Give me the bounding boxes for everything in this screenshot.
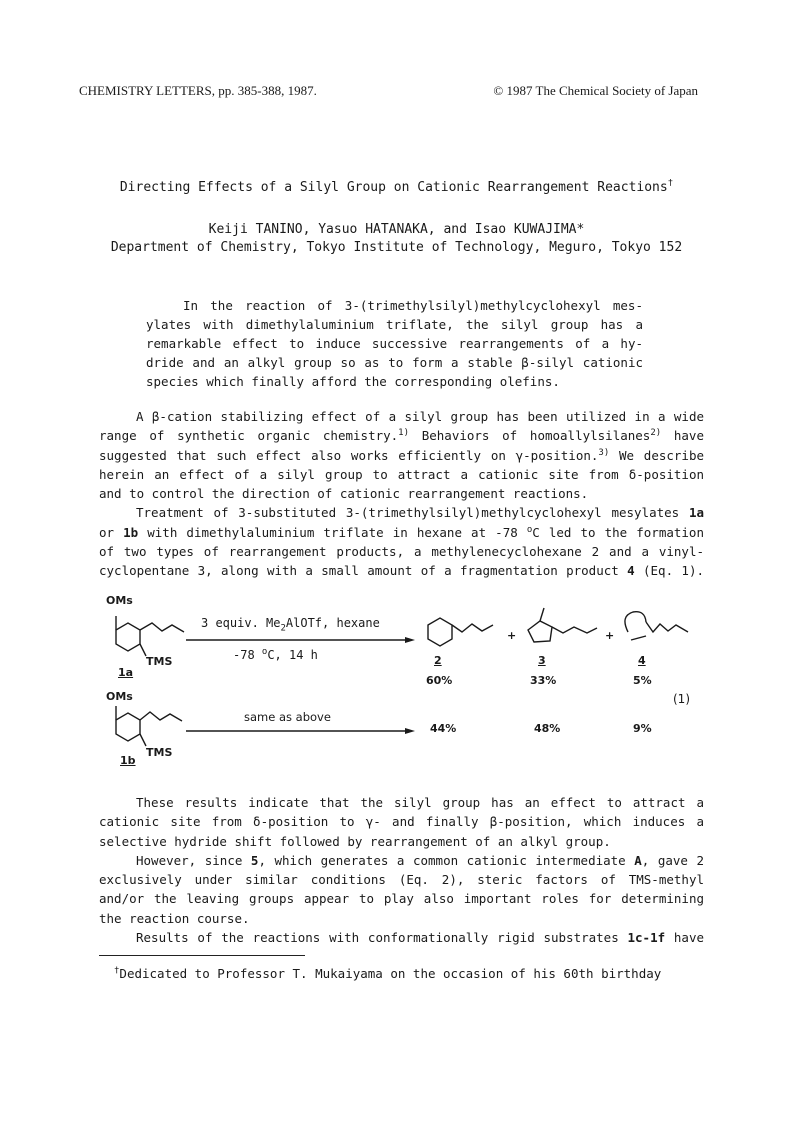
compound-label-2: 2	[434, 654, 442, 667]
body-line: exclusively under similar conditions (Eq. 2), steric factors of TMS-methyl	[99, 872, 704, 888]
yield-1a-product-2: 60%	[426, 674, 453, 687]
author-list: Keiji TANINO, Yasuo HATANAKA, and Isao KUWAJIMA*	[208, 222, 585, 237]
tms-label-1a: TMS	[146, 655, 173, 668]
compound-label-1b: 1b	[120, 754, 136, 767]
substrate-1b-tms-bond	[140, 734, 146, 746]
body-line: range of synthetic organic chemistry.$^{1)}$ Behaviors of homoallylsilanes$^{2)}$ have	[99, 428, 704, 444]
journal-citation: CHEMISTRY LETTERS, pp. 385-388, 1987.	[79, 83, 317, 98]
compound-label-4: 4	[638, 654, 646, 667]
substrate-1a-alkyl-chain	[140, 623, 184, 632]
product-3-chain	[552, 627, 597, 633]
yield-1a-product-3: 33%	[530, 674, 557, 687]
same-conditions: same as above	[244, 710, 331, 724]
yield-1b-product-4: 9%	[633, 722, 652, 735]
substrate-1a-ring	[116, 623, 140, 651]
body-line: cationic site from δ-position to γ- and finally β-position, which induces a	[99, 814, 704, 830]
title-dagger: †	[667, 178, 674, 189]
body-line: and to control the direction of cationic rearrangement reactions.	[99, 486, 589, 502]
abstract-line: In the reaction of 3-(trimethylsilyl)methylcyclohexyl mes-	[183, 298, 643, 313]
product-4-chain	[646, 622, 688, 632]
product-4-ring	[625, 612, 646, 632]
body-line: Results of the reactions with conformationally rigid substrates 1c-1f have	[136, 930, 704, 946]
equation-number: (1)	[673, 692, 690, 706]
footnote-rule	[99, 955, 305, 956]
intro-paragraphs	[99, 407, 704, 581]
body-line: and/or the leaving groups appear to play also important roles for determining	[99, 891, 704, 907]
arrow-head-2	[405, 728, 415, 734]
body-line: A β-cation stabilizing effect of a silyl group has been utilized in a wide	[136, 409, 704, 424]
paper-title	[0, 180, 793, 195]
oms-label-1a: OMs	[106, 594, 133, 607]
abstract-line: dride and an alkyl group so as to form a stable β-silyl cationic	[146, 355, 643, 370]
yield-1a-product-4: 5%	[633, 674, 652, 687]
yield-1b-product-3: 48%	[534, 722, 561, 735]
discussion-paragraphs	[99, 793, 704, 947]
reaction-scheme	[100, 594, 720, 774]
arrow-head-1	[405, 637, 415, 643]
affiliation: Department of Chemistry, Tokyo Institute of Technology, Meguro, Tokyo 152	[110, 240, 683, 255]
reagent-text: 3 equiv. $Me_2AlOTf$, hexane	[201, 616, 380, 634]
title-text: Directing Effects of a Silyl Group on Cationic Rearrangement Reactions	[119, 180, 668, 195]
abstract-line: species which finally afford the corresponding olefins.	[146, 374, 560, 389]
body-line: the reaction course.	[99, 910, 250, 926]
footnote	[114, 966, 661, 981]
body-line: These results indicate that the silyl group has an effect to attract a	[136, 795, 704, 810]
footnote-dagger: †	[114, 965, 120, 976]
body-line: cyclopentane 3, along with a small amount of a fragmentation product 4 (Eq. 1).	[99, 563, 704, 579]
product-4-tail	[631, 636, 646, 640]
footnote-text: Dedicated to Professor T. Mukaiyama on the occasion of his 60th birthday	[119, 966, 662, 981]
compound-label-3: 3	[538, 654, 546, 667]
body-line: selective hydride shift followed by rearrangement of an alkyl group.	[99, 833, 611, 849]
tms-label-1b: TMS	[146, 746, 173, 759]
body-line: or 1b with dimethylaluminium triflate in hexane at -78 $^o$C led to the formation	[99, 524, 704, 540]
body-line: suggested that such effect also works efficiently on γ-position.$^{3)}$ We describe	[99, 447, 704, 463]
substrate-1b-alkyl-chain	[140, 712, 182, 721]
compound-label-1a: 1a	[118, 666, 134, 679]
abstract-line: remarkable effect to induce successive rearrangements of a hy-	[146, 336, 643, 351]
plus-sign-2: +	[605, 629, 615, 642]
plus-sign-1: +	[507, 629, 517, 642]
copyright-notice: © 1987 The Chemical Society of Japan	[493, 83, 698, 98]
product-3-vinyl	[540, 608, 544, 621]
body-line: of two types of rearrangement products, a methylenecyclohexane 2 and a vinyl-	[99, 544, 704, 560]
body-line: Treatment of 3-substituted 3-(trimethylsilyl)methylcyclohexyl mesylates 1a	[136, 505, 704, 521]
oms-label-1b: OMs	[106, 690, 133, 703]
product-3-ring	[528, 621, 552, 642]
abstract	[146, 296, 643, 391]
body-line: herein an effect of a silyl group to attract a cationic site from δ-position	[99, 466, 704, 482]
yield-1b-product-2: 44%	[430, 722, 457, 735]
product-2-ring	[428, 618, 452, 646]
condition-text: -78 $^o$C, 14 h	[233, 647, 318, 662]
product-2-chain	[452, 624, 493, 632]
scheme-structures	[100, 594, 720, 774]
abstract-line: ylates with dimethylaluminium triflate, the silyl group has a	[146, 317, 643, 332]
body-line: However, since 5, which generates a common cationic intermediate A, gave 2	[136, 852, 704, 868]
substrate-1b-ring	[116, 713, 140, 741]
